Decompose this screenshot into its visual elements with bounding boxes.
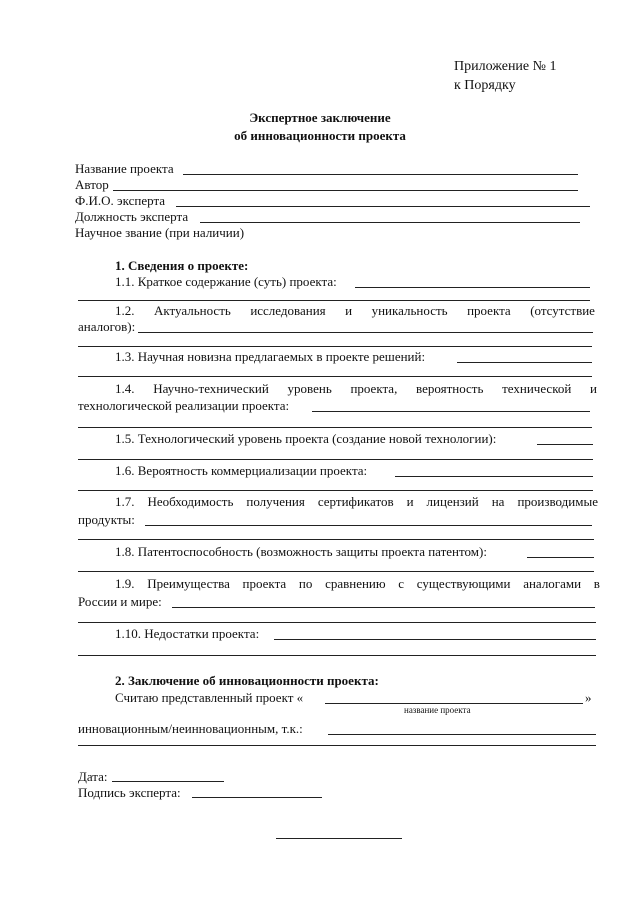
item-1-2-line[interactable] xyxy=(138,332,593,333)
item-1-8-line-2[interactable] xyxy=(78,571,594,572)
annex-reference: к Порядку xyxy=(454,78,516,93)
item-1-1-label: 1.1. Краткое содержание (суть) проекта: xyxy=(115,274,337,289)
item-1-5-line-2[interactable] xyxy=(78,459,593,460)
document-subtitle: об инновационности проекта xyxy=(234,128,406,143)
verdict-line[interactable] xyxy=(328,734,596,735)
item-1-7-continuation: продукты: xyxy=(78,512,135,527)
item-1-10-line-2[interactable] xyxy=(78,655,596,656)
item-1-9-label: 1.9. Преимущества проекта по сравнению с существующими аналогами в xyxy=(115,576,600,591)
project-name-label: Название проекта xyxy=(75,161,174,176)
item-1-6-label: 1.6. Вероятность коммерциализации проекта: xyxy=(115,463,368,478)
item-1-10-label: 1.10. Недостатки проекта: xyxy=(115,626,260,641)
quote-close: » xyxy=(585,690,592,705)
verdict-line-2[interactable] xyxy=(78,745,596,746)
section2-heading: 2. Заключение об инновационности проекта: xyxy=(115,673,379,688)
section1-heading: 1. Сведения о проекте: xyxy=(115,258,249,273)
item-1-1-line[interactable] xyxy=(355,287,590,288)
item-1-5-label: 1.5. Технологический уровень проекта (создание новой технологии): xyxy=(115,431,497,446)
signature-label: Подпись эксперта: xyxy=(78,785,181,800)
project-name-line[interactable] xyxy=(183,174,578,175)
project-title-line[interactable] xyxy=(325,703,583,704)
item-1-4-label: 1.4. Научно-технический уровень проекта, вероятность технической и xyxy=(115,381,597,396)
academic-title-label: Научное звание (при наличии) xyxy=(75,225,245,240)
item-1-7-line[interactable] xyxy=(145,525,592,526)
item-1-8-label: 1.8. Патентоспособность (возможность защиты проекта патентом): xyxy=(115,544,487,559)
item-1-3-line[interactable] xyxy=(457,362,592,363)
author-line[interactable] xyxy=(113,190,578,191)
item-1-2-line-2[interactable] xyxy=(78,346,592,347)
item-1-9-line-2[interactable] xyxy=(78,622,596,623)
item-1-4-line[interactable] xyxy=(312,411,590,412)
project-title-caption: название проекта xyxy=(404,705,471,715)
consider-label: Считаю представленный проект « xyxy=(115,690,304,705)
item-1-1-line-2[interactable] xyxy=(78,300,590,301)
item-1-4-continuation: технологической реализации проекта: xyxy=(78,398,290,413)
item-1-7-label: 1.7. Необходимость получения сертификатов и лицензий на производимые xyxy=(115,494,598,509)
item-1-3-label: 1.3. Научная новизна предлагаемых в проекте решений: xyxy=(115,349,426,364)
verdict-label: инновационным/неинновационным, т.к.: xyxy=(78,721,303,736)
item-1-9-line[interactable] xyxy=(172,607,595,608)
item-1-2-continuation: аналогов): xyxy=(78,319,136,334)
signature-line[interactable] xyxy=(192,797,322,798)
item-1-10-line[interactable] xyxy=(274,639,596,640)
expert-position-label: Должность эксперта xyxy=(75,209,189,224)
item-1-2-label: 1.2. Актуальность исследования и уникальность проекта (отсутствие xyxy=(115,303,595,318)
item-1-6-line-2[interactable] xyxy=(78,490,593,491)
date-label: Дата: xyxy=(78,769,108,784)
item-1-6-line[interactable] xyxy=(395,476,593,477)
date-line[interactable] xyxy=(112,781,224,782)
item-1-5-line[interactable] xyxy=(537,444,593,445)
item-1-9-continuation: России и мире: xyxy=(78,594,162,609)
author-label: Автор xyxy=(75,177,109,192)
expert-position-line[interactable] xyxy=(200,222,580,223)
expert-name-label: Ф.И.О. эксперта xyxy=(75,193,166,208)
document-title: Экспертное заключение xyxy=(249,110,391,125)
item-1-7-line-2[interactable] xyxy=(78,539,594,540)
bottom-separator xyxy=(276,838,402,839)
expert-name-line[interactable] xyxy=(176,206,590,207)
item-1-4-line-2[interactable] xyxy=(78,427,592,428)
annex-number: Приложение № 1 xyxy=(454,59,557,74)
item-1-8-line[interactable] xyxy=(527,557,594,558)
item-1-3-line-2[interactable] xyxy=(78,376,592,377)
